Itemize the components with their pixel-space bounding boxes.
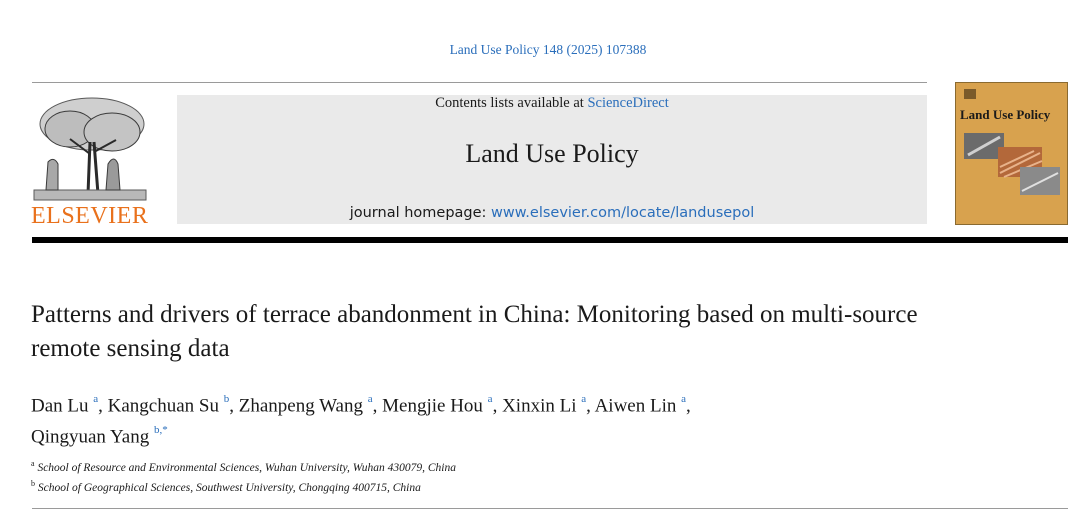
author-affiliation-marker[interactable]: a	[487, 393, 493, 405]
author-name[interactable]: Kangchuan Su	[107, 395, 219, 417]
affiliation-item	[31, 456, 456, 476]
author-affiliation-marker[interactable]: a	[681, 393, 687, 405]
cover-landscape-image	[964, 133, 1060, 195]
top-divider	[32, 82, 927, 83]
author-name[interactable]: Zhanpeng Wang	[238, 395, 363, 417]
paper-title: Patterns and drivers of terrace abandonment in China: Monitoring based on multi-source remote sensing data	[31, 301, 918, 362]
author-name[interactable]: Dan Lu	[31, 395, 89, 417]
bottom-divider	[32, 508, 1068, 509]
journal-cover-thumbnail[interactable]	[955, 82, 1068, 225]
author-affiliation-marker[interactable]: a	[93, 393, 99, 405]
cover-title: Land Use Policy	[960, 107, 1051, 122]
author-affiliation-marker[interactable]: a	[367, 393, 373, 405]
homepage-prefix: journal homepage:	[349, 205, 492, 221]
affiliation-text: School of Geographical Sciences, Southwest University, Chongqing 400715, China	[37, 481, 421, 494]
journal-homepage-link[interactable]: www.elsevier.com/locate/landusepol	[491, 205, 755, 221]
affiliation-item	[31, 476, 456, 496]
header-thick-divider	[32, 237, 1068, 243]
affiliation-text: School of Resource and Environmental Sciences, Wuhan University, Wuhan 430079, China	[37, 461, 456, 474]
affiliation-label: b	[31, 478, 35, 488]
journal-title: Land Use Policy	[465, 139, 639, 168]
author-name[interactable]: Qingyuan Yang	[31, 426, 150, 448]
affiliations	[31, 456, 456, 496]
contents-line	[177, 95, 927, 112]
author-affiliation-marker[interactable]: a	[581, 393, 587, 405]
contents-prefix: Contents lists available at	[435, 95, 588, 111]
journal-banner	[177, 95, 927, 224]
author-name[interactable]: Aiwen Lin	[594, 395, 677, 417]
homepage-line	[177, 205, 927, 221]
author-affiliation-marker[interactable]: b	[223, 393, 230, 405]
affiliation-label: a	[31, 459, 35, 468]
journal-reference-link[interactable]: Land Use Policy 148 (2025) 107388	[449, 42, 647, 57]
author-name[interactable]: Mengjie Hou	[382, 395, 483, 417]
sciencedirect-link[interactable]: ScienceDirect	[587, 95, 669, 111]
author-affiliation-marker[interactable]: b,*	[153, 424, 168, 437]
elsevier-wordmark[interactable]: ELSEVIER	[31, 203, 149, 229]
author-name[interactable]: Xinxin Li	[502, 395, 577, 417]
cover-emblem-icon	[964, 89, 976, 99]
author-list: Dan Lu $^a$, Kangchuan Su $^b$, Zhanpeng Wang $^a$, Mengjie Hou $^a$, Xinxin Li $^a$, Aiwen Lin $^a$, Qingyuan Yang $^{b,*}$	[31, 393, 691, 448]
